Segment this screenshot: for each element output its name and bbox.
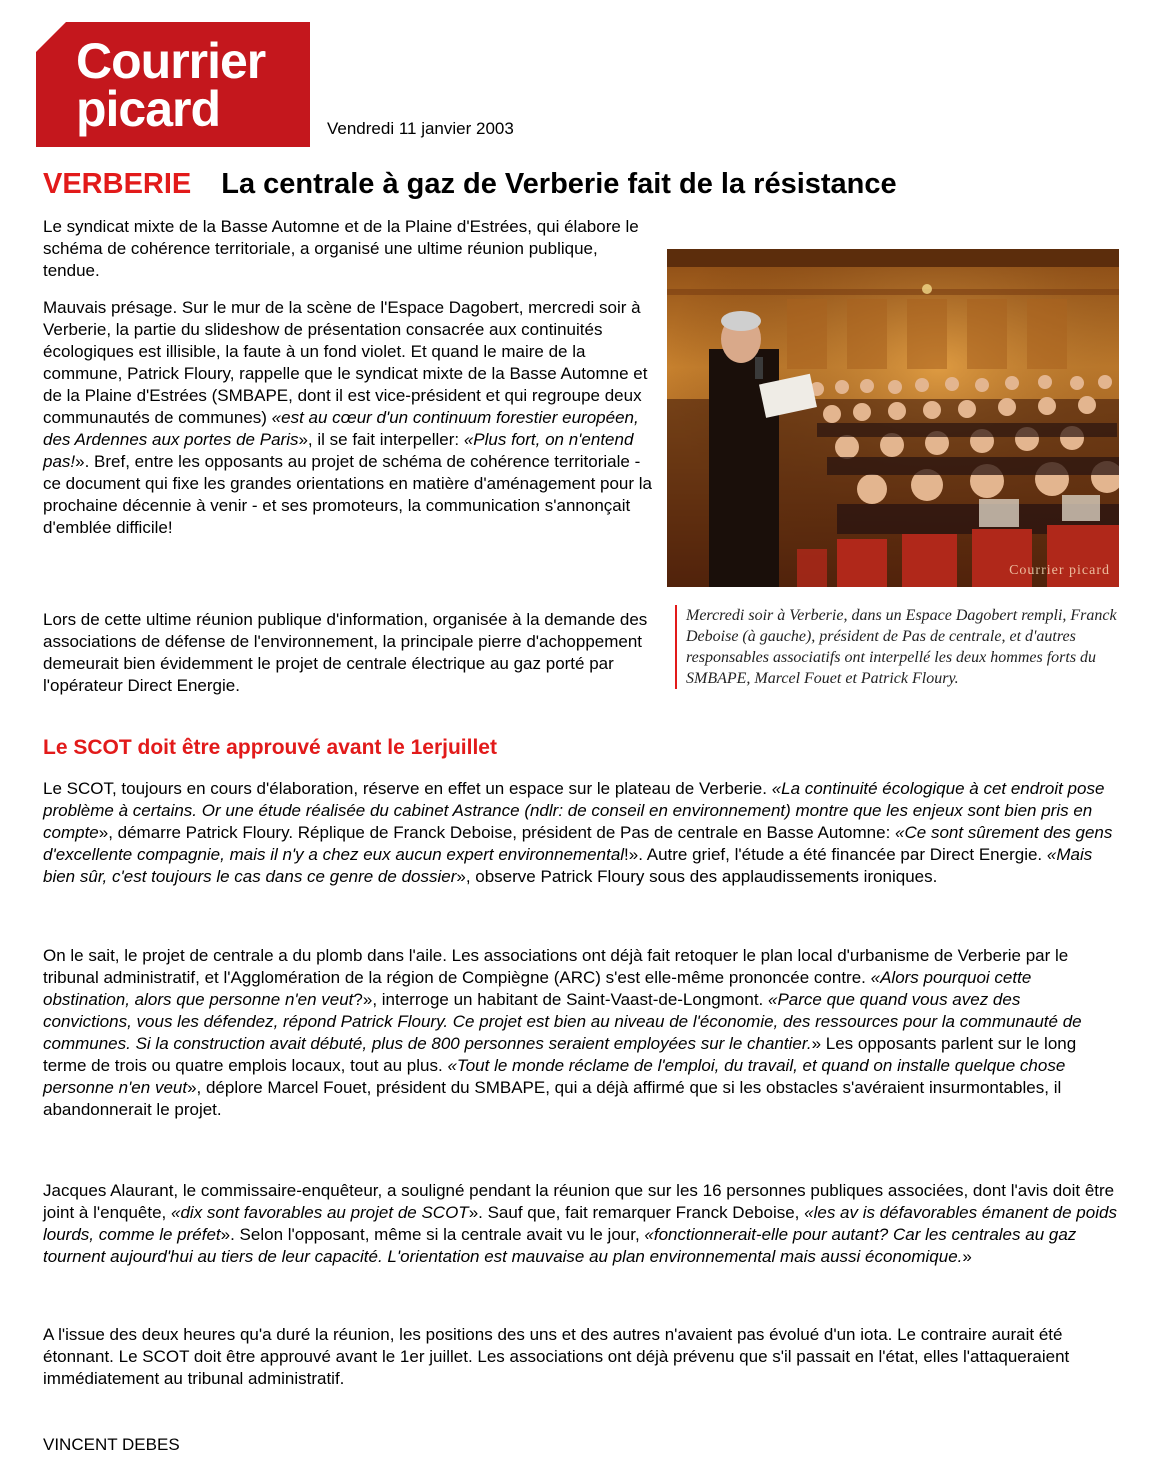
logo-line-2: picard (76, 81, 221, 137)
publication-date: Vendredi 11 janvier 2003 (327, 119, 514, 138)
paragraph-2: Mauvais présage. Sur le mur de la scène de l'Espace Dagobert, mercredi soir à Verberie, la partie du slideshow de présentation consacrée aux continuités écologiques est illisible, la faute à un fond violet. Et quand le maire de la commune, Patrick Floury, rappelle que le syndicat mixte de la Basse Automne et de la Plaine d'Estrées (SMBAPE, dont il est vice-président et qui regroupe deux communautés de communes) «est au cœur d'un continuum forestier européen, des Ardennes aux portes de Paris», il se fait interpeller: «Plus fort, on n'entend pas!». Bref, entre les opposants au projet de schéma de cohérence territoriale - ce document qui fixe les grandes orientations en matière d'aménagement pour la prochaine décennie à venir - et ses promoteurs, la communication s'annonçait d'emblée difficile! (43, 298, 652, 537)
logo-line-1: Courrier (76, 33, 266, 89)
meeting-photo (667, 249, 1119, 587)
paragraph-7: A l'issue des deux heures qu'a duré la réunion, les positions des uns et des autres n'avaient pas évolué d'un iota. Le contraire aurait été étonnant. Le SCOT doit être approuvé avant le 1er juillet. Les associations ont déjà prévenu que s'il passait en l'état, elles l'attaqueraient immédiatement au tribunal administratif. (43, 1325, 1070, 1388)
paragraph-5: On le sait, le projet de centrale a du plomb dans l'aile. Les associations ont déjà fait retoquer le plan local d'urbanisme de Verberie par le tribunal administratif, et l'Agglomération de la région de Compiègne (ARC) s'est elle-même prononcée contre. «Alors pourquoi cette obstination, alors que personne n'en veut?», interroge un habitant de Saint-Vaast-de-Longmont. «Parce que quand vous avez des convictions, vous les défendez, répond Patrick Floury. Ce projet est bien au niveau de l'économie, des ressources pour la communauté de communes. Si la construction avait débuté, plus de 800 personnes seraient employées sur le chantier.» Les opposants parlent sur le long terme de trois ou quatre emplois locaux, tout au plus. «Tout le monde réclame de l'emploi, du travail, et quand on installe quelque chose personne n'en veut», déplore Marcel Fouet, président du SMBAPE, qui a déjà affirmé que si les obstacles s'avéraient insurmontables, il abandonnerait le projet. (43, 946, 1082, 1119)
paragraph-4: Le SCOT, toujours en cours d'élaboration, réserve en effet un espace sur le plateau de Verberie. «La continuité écologique à cet endroit pose problème à certains. Or une étude réalisée du cabinet Astrance (ndlr: de conseil en environnement) montre que les enjeux sont bien pris en compte», démarre Patrick Floury. Réplique de Franck Deboise, président de Pas de centrale en Basse Automne: «Ce sont sûrement des gens d'excellente compagnie, mais il n'y a chez eux aucun expert environnemental!». Autre grief, l'étude a été financée par Direct Energie. «Mais bien sûr, c'est toujours le cas dans ce genre de dossier», observe Patrick Floury sous des applaudissements ironiques. (43, 779, 1113, 886)
article-headline (43, 168, 897, 201)
photo-credit: Courrier picard (1009, 563, 1110, 578)
headline-section: VERBERIE (43, 168, 192, 200)
paragraph-3: Lors de cette ultime réunion publique d'information, organisée à la demande des associations de défense de l'environnement, la principale pierre d'achoppement demeurait bien évidemment le projet de centrale électrique au gaz porté par l'opérateur Direct Energie. (43, 610, 648, 695)
photo-caption: Mercredi soir à Verberie, dans un Espace Dagobert rempli, Franck Deboise (à gauche), président de Pas de centrale, et d'autres responsables associatifs ont interpellé les deux hommes forts du SMBAPE, Marcel Fouet et Patrick Floury. (675, 605, 1126, 689)
section-subhead: Le SCOT doit être approuvé avant le 1erjuillet (43, 736, 497, 759)
logo-corner-fold (36, 22, 66, 52)
paragraph-6: Jacques Alaurant, le commissaire-enquêteur, a souligné pendant la réunion que sur les 16 personnes publiques associées, dont l'avis doit être joint à l'enquête, «dix sont favorables au projet de SCOT». Sauf que, fait remarquer Franck Deboise, «les av is défavorables émanent de poids lourds, comme le préfet». Selon l'opposant, même si la centrale avait vu le jour, «fonctionnerait-elle pour autant? Car les centrales au gaz tournent aujourd'hui au tiers de leur capacité. L'orientation est mauvaise au plan environnemental mais aussi économique.» (43, 1181, 1117, 1266)
intro-paragraph: Le syndicat mixte de la Basse Automne et de la Plaine d'Estrées, qui élabore le schéma de cohérence territoriale, a organisé une ultime réunion publique, tendue. (43, 217, 639, 280)
headline-title: La centrale à gaz de Verberie fait de la résistance (221, 168, 897, 200)
courrier-picard-logo (36, 22, 310, 147)
author-byline: VINCENT DEBES (43, 1435, 180, 1454)
